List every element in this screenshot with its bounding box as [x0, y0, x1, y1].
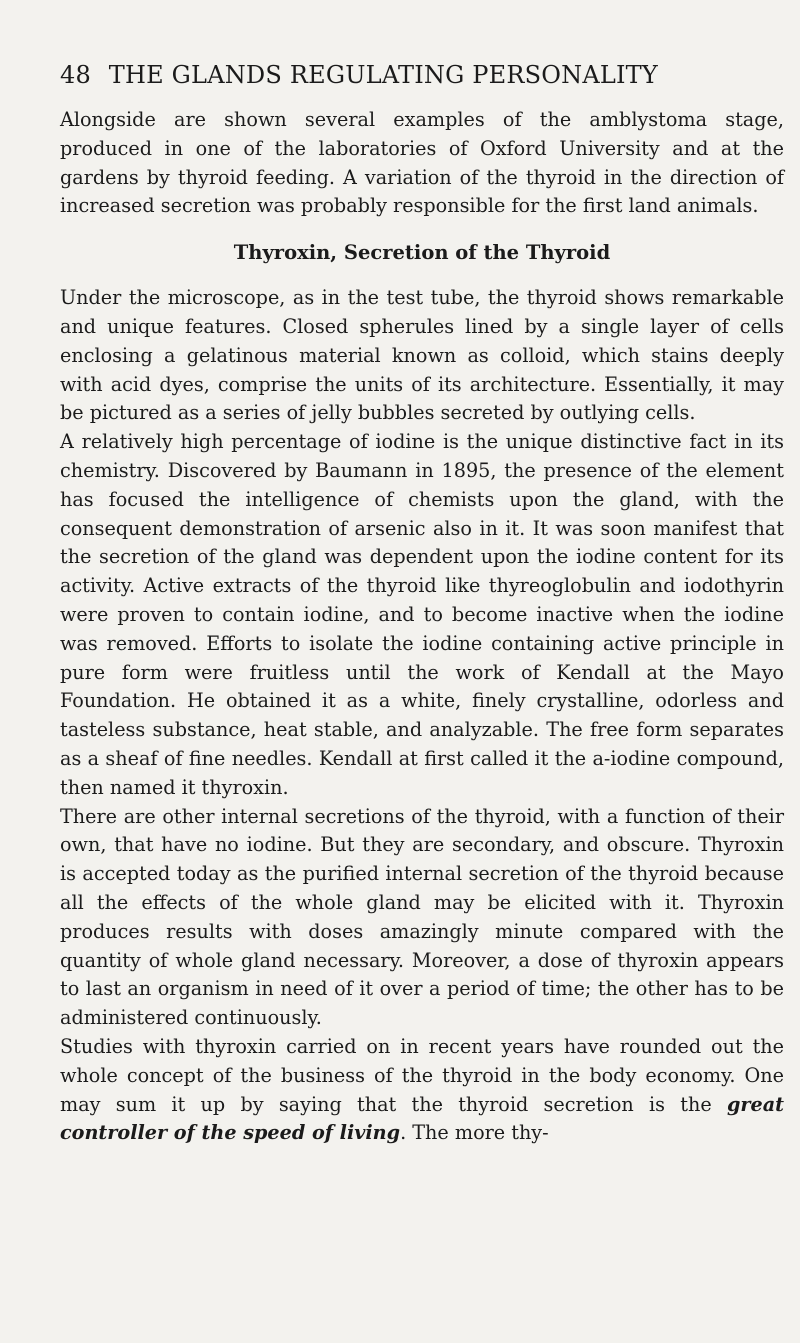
paragraph-iodine: A relatively high percentage of iodine is the unique distinctive fact in its chemistry. Discovered by Baumann in 1895, the presence of the element has focused the intelligence of chemists upon the gland, with the consequent demonstration of arsenic also in it. It was soon manifest that the secretion of the gland was dependent upon the iodine content for its activity. Active extracts of the thyroid like thyreoglobulin and iodothyrin were proven to contain iodine, and to become inactive when the iodine was removed. Efforts to isolate the iodine containing active principle in pure form were fruitless until the work of Kendall at the Mayo Foundation. He obtained it as a white, finely crystalline, odorless and tasteless substance, heat stable, and analyzable. The free form separates as a sheaf of fine needles. Kendall at first called it the a-iodine compound, then named it thyroxin.: [60, 430, 784, 799]
section-heading: Thyroxin, Secretion of the Thyroid: [233, 241, 611, 265]
emphasis-phrase: great controller of the speed of living: [60, 1092, 784, 1145]
book-page: [60, 58, 784, 1148]
page-number: 48: [60, 61, 91, 89]
paragraph-studies: [60, 1033, 784, 1148]
paragraph-other-secretions: There are other internal secretions of the thyroid, with a function of their own, that have no iodine. But they are secondary, and obscure. Thyroxin is accepted today as the purified internal secretion of the thyroid because all the effects of the whole gland may be elicited with it. Thyroxin produces results with doses amazingly minute compared with the quantity of whole gland necessary. Moreover, a dose of thyroxin appears to last an organism in need of it over a period of time; the other has to be administered continuously.: [60, 804, 784, 1030]
paragraph-studies-end: . The more thy-: [400, 1121, 549, 1145]
running-title: THE GLANDS REGULATING PERSONALITY: [108, 61, 658, 89]
running-header: [60, 58, 784, 92]
paragraph-studies-start: Studies with thyroxin carried on in recent years have rounded out the whole concept of the business of the thyroid in the body economy. One may sum it up by saying that the thyroid secretion is the: [60, 1034, 784, 1116]
paragraph-amblystoma: Alongside are shown several examples of the amblystoma stage, produced in one of the laboratories of Oxford University and at the gardens by thyroid feeding. A variation of the thyroid in the direction of increased secretion was probably responsible for the first land animals.: [60, 108, 784, 218]
paragraph-microscope: Under the microscope, as in the test tube, the thyroid shows remarkable and unique features. Closed spherules lined by a single layer of cells enclosing a gelatinous material known as colloid, which stains deeply with acid dyes, comprise the units of its architecture. Essentially, it may be pictured as a series of jelly bubbles secreted by outlying cells.: [60, 286, 784, 425]
